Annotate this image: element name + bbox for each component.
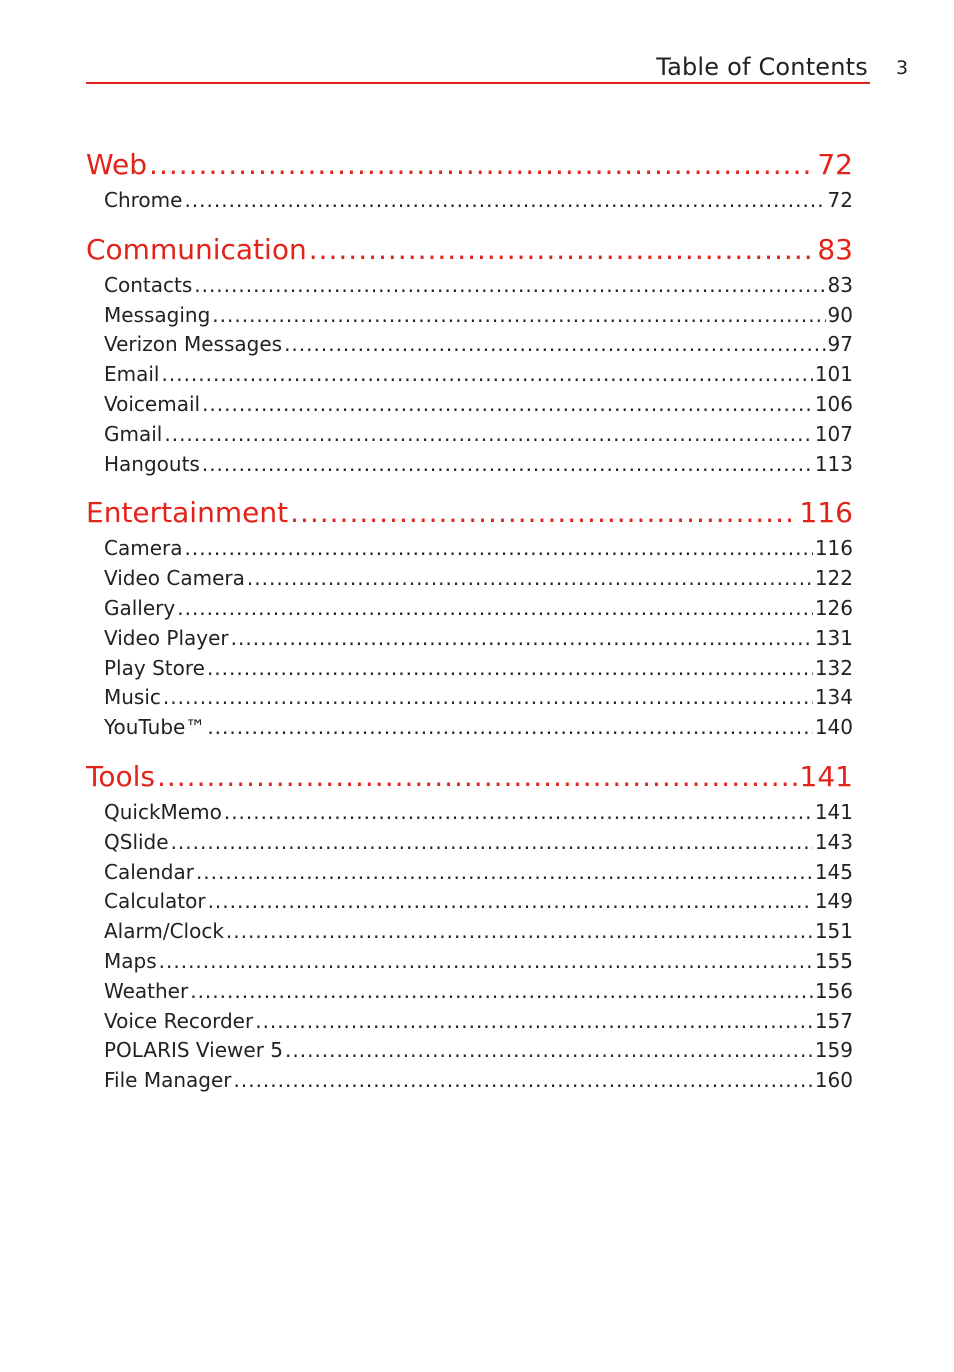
dot-leader xyxy=(212,301,825,331)
toc-heading-tools[interactable] xyxy=(86,760,853,794)
dot-leader xyxy=(284,330,825,360)
entry-label: Email xyxy=(104,362,160,387)
entry-page: 145 xyxy=(814,859,853,884)
entry-label: YouTube™ xyxy=(104,715,206,740)
entry-label: File Manager xyxy=(104,1068,232,1093)
toc-entry[interactable] xyxy=(86,301,853,331)
toc-entry[interactable] xyxy=(86,271,853,301)
entry-label: Alarm/Clock xyxy=(104,919,224,944)
dot-leader xyxy=(157,760,798,794)
dot-leader xyxy=(247,564,813,594)
toc-section-entertainment xyxy=(86,496,853,743)
toc-section-tools xyxy=(86,760,853,1096)
toc-entry[interactable] xyxy=(86,594,853,624)
entry-label: Hangouts xyxy=(104,451,200,476)
heading-page: 83 xyxy=(817,232,853,266)
entry-label: Voice Recorder xyxy=(104,1008,254,1033)
toc-entry[interactable] xyxy=(86,420,853,450)
entry-label: Messaging xyxy=(104,302,211,327)
dot-leader xyxy=(207,713,812,743)
heading-label: Tools xyxy=(86,759,155,793)
toc-entry[interactable] xyxy=(86,947,853,977)
toc-heading-communication[interactable] xyxy=(86,233,853,267)
toc-entry[interactable] xyxy=(86,1036,853,1066)
dot-leader xyxy=(194,271,825,301)
entry-page: 141 xyxy=(814,799,853,824)
dot-leader xyxy=(159,947,813,977)
entry-page: 90 xyxy=(827,302,853,327)
toc-entry[interactable] xyxy=(86,564,853,594)
entry-label: Verizon Messages xyxy=(104,332,283,357)
page-header xyxy=(86,52,870,84)
entry-label: Calendar xyxy=(104,859,194,884)
dot-leader xyxy=(190,977,813,1007)
dot-leader xyxy=(177,594,813,624)
toc-section-web xyxy=(86,148,853,216)
toc-entry[interactable] xyxy=(86,624,853,654)
entry-page: 159 xyxy=(814,1038,853,1063)
entry-page: 140 xyxy=(814,715,853,740)
toc-entry[interactable] xyxy=(86,390,853,420)
entry-page: 101 xyxy=(814,362,853,387)
entry-label: Gmail xyxy=(104,421,163,446)
dot-leader xyxy=(207,654,813,684)
entry-page: 116 xyxy=(814,536,853,561)
toc-entry[interactable] xyxy=(86,798,853,828)
entry-label: Music xyxy=(104,685,161,710)
entry-label: Contacts xyxy=(104,272,193,297)
entry-page: 126 xyxy=(814,595,853,620)
entry-page: 97 xyxy=(827,332,853,357)
toc-entry[interactable] xyxy=(86,713,853,743)
dot-leader xyxy=(234,1066,813,1096)
toc-entry[interactable] xyxy=(86,828,853,858)
dot-leader xyxy=(202,450,813,480)
dot-leader xyxy=(285,1036,813,1066)
heading-page: 141 xyxy=(799,759,853,793)
entry-page: 149 xyxy=(814,889,853,914)
entry-label: Play Store xyxy=(104,655,205,680)
toc-entry[interactable] xyxy=(86,654,853,684)
toc-section-communication xyxy=(86,233,853,480)
entry-page: 160 xyxy=(814,1068,853,1093)
dot-leader xyxy=(255,1007,813,1037)
dot-leader xyxy=(149,148,815,182)
toc-entry[interactable] xyxy=(86,360,853,390)
entry-page: 151 xyxy=(814,919,853,944)
entry-label: Voicemail xyxy=(104,391,201,416)
entry-page: 157 xyxy=(814,1008,853,1033)
heading-label: Communication xyxy=(86,232,307,266)
entry-label: Video Player xyxy=(104,625,229,650)
entry-page: 155 xyxy=(814,948,853,973)
dot-leader xyxy=(163,683,813,713)
entry-label: Calculator xyxy=(104,889,206,914)
entry-page: 156 xyxy=(814,978,853,1003)
entry-page: 83 xyxy=(827,272,853,297)
dot-leader xyxy=(202,390,813,420)
dot-leader xyxy=(290,496,798,530)
table-of-contents xyxy=(86,148,853,1096)
entry-label: Camera xyxy=(104,536,183,561)
toc-entry[interactable] xyxy=(86,186,853,216)
dot-leader xyxy=(184,186,825,216)
toc-entry[interactable] xyxy=(86,917,853,947)
toc-entry[interactable] xyxy=(86,887,853,917)
heading-label: Web xyxy=(86,148,148,181)
entry-page: 113 xyxy=(814,451,853,476)
entry-page: 134 xyxy=(814,685,853,710)
page-number: 3 xyxy=(896,57,909,79)
dot-leader xyxy=(196,858,813,888)
toc-entry[interactable] xyxy=(86,977,853,1007)
entry-page: 143 xyxy=(814,829,853,854)
toc-entry[interactable] xyxy=(86,534,853,564)
entry-label: Maps xyxy=(104,948,157,973)
entry-label: POLARIS Viewer 5 xyxy=(104,1038,284,1063)
dot-leader xyxy=(162,360,813,390)
toc-entry[interactable] xyxy=(86,1066,853,1096)
header-title: Table of Contents xyxy=(656,53,868,81)
entry-label: QSlide xyxy=(104,829,169,854)
dot-leader xyxy=(164,420,812,450)
heading-page: 72 xyxy=(817,148,853,181)
entry-label: Video Camera xyxy=(104,566,245,591)
dot-leader xyxy=(226,917,813,947)
entry-page: 106 xyxy=(814,391,853,416)
heading-page: 116 xyxy=(799,496,853,530)
dot-leader xyxy=(208,887,813,917)
entry-label: Gallery xyxy=(104,595,176,620)
entry-label: Chrome xyxy=(104,188,183,212)
toc-heading-web[interactable] xyxy=(86,148,853,182)
entry-label: Weather xyxy=(104,978,189,1003)
toc-entry[interactable] xyxy=(86,330,853,360)
toc-entry[interactable] xyxy=(86,858,853,888)
dot-leader xyxy=(231,624,813,654)
entry-label: QuickMemo xyxy=(104,799,222,824)
dot-leader xyxy=(185,534,813,564)
dot-leader xyxy=(171,828,813,858)
toc-entry[interactable] xyxy=(86,1007,853,1037)
entry-page: 131 xyxy=(814,625,853,650)
entry-page: 122 xyxy=(814,566,853,591)
heading-label: Entertainment xyxy=(86,496,289,530)
toc-heading-entertainment[interactable] xyxy=(86,496,853,530)
entry-page: 132 xyxy=(814,655,853,680)
dot-leader xyxy=(309,233,816,267)
toc-entry[interactable] xyxy=(86,450,853,480)
entry-page: 72 xyxy=(827,188,853,212)
toc-entry[interactable] xyxy=(86,683,853,713)
entry-page: 107 xyxy=(814,421,853,446)
dot-leader xyxy=(224,798,813,828)
